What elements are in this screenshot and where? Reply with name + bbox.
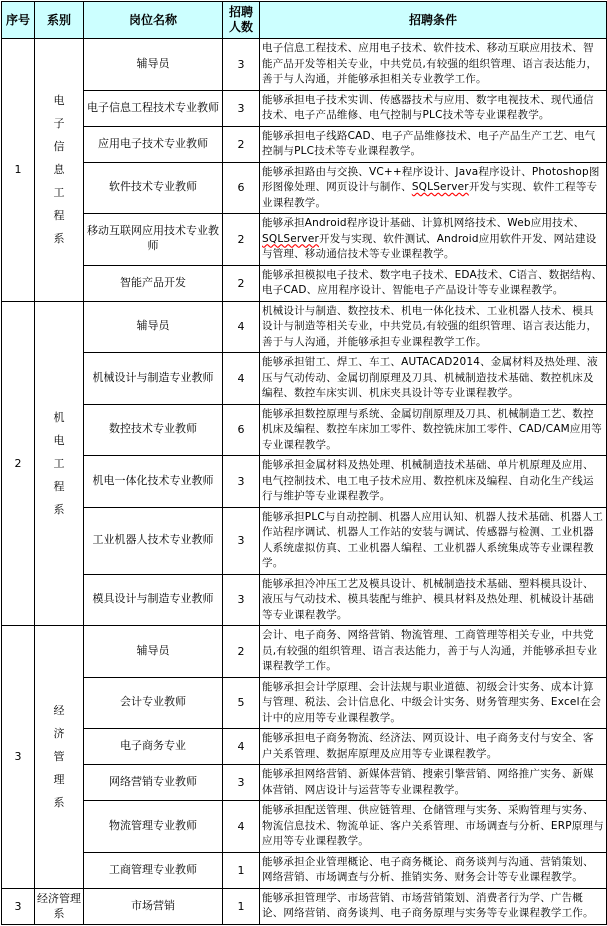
position-cell: 智能产品开发 [84,265,223,301]
position-cell: 电子信息工程技术专业教师 [84,90,223,126]
condition-cell: 能够承担PLC与自动控制、机器人应用认知、机器人技术基础、机器人工作站程序调试、机器人工作站的安装与调试、传感器与检测、工业机器人系统虚拟仿真、工业机器人编程、工业机器人系统集成等专业课程教学。 [260,507,607,574]
position-cell: 市场营销 [84,888,223,924]
condition-cell: 能够承担模拟电子技术、数字电子技术、EDA技术、C语言、数据结构、电子CAD、应用程序设计、智能电子产品设计等专业课程教学。 [260,265,607,301]
position-cell: 辅导员 [84,626,223,678]
table-row [2,39,607,91]
serial-cell: 3 [2,626,35,889]
count-cell: 1 [223,852,260,888]
department-label: 经济管理系 [53,704,65,810]
spellcheck-underline: SQLServer [262,232,320,245]
condition-cell: 电子信息工程技术、应用电子技术、软件技术、移动互联应用技术、智能产品开发等相关专业，中共党员,有较强的组织管理、语言表达能力，善于与人沟通，并能够承担相关专业教学工作。 [260,39,607,91]
recruitment-table [1,1,607,925]
table-row [2,507,607,574]
position-cell: 物流管理专业教师 [84,801,223,853]
condition-cell: 会计、电子商务、网络营销、物流管理、工商管理等相关专业，中共党员,有较强的组织管理、语言表达能力，善于与人沟通，并能够承担专业课程教学工作。 [260,626,607,678]
count-cell: 3 [223,90,260,126]
count-cell: 4 [223,729,260,765]
header-department: 系别 [35,2,84,39]
header-serial: 序号 [2,2,35,39]
count-cell: 6 [223,162,260,214]
position-cell: 辅导员 [84,39,223,91]
department-cell [35,301,84,626]
table-row [2,677,607,729]
department-cell [35,39,84,302]
condition-cell: 能够承担路由与交换、VC++程序设计、Java程序设计、Photoshop图形图像处理、网页设计与制作、SQLServer开发与实现、软件工程等专业课程教学。 [260,162,607,214]
table-body [2,39,607,925]
count-cell: 2 [223,626,260,678]
department-cell [35,888,84,924]
header-count: 招聘人数 [223,2,260,39]
table-row [2,126,607,162]
position-cell: 会计专业教师 [84,677,223,729]
table-row [2,265,607,301]
table-row [2,353,607,405]
count-cell: 4 [223,353,260,405]
position-cell: 工业机器人技术专业教师 [84,507,223,574]
table-row [2,626,607,678]
table-row [2,729,607,765]
count-cell: 2 [223,214,260,266]
position-cell: 工商管理专业教师 [84,852,223,888]
count-cell: 4 [223,301,260,353]
count-cell: 3 [223,39,260,91]
position-cell: 数控技术专业教师 [84,404,223,456]
department-cell [35,626,84,889]
position-cell: 应用电子技术专业教师 [84,126,223,162]
header-condition: 招聘条件 [260,2,607,39]
position-cell: 电子商务专业 [84,729,223,765]
count-cell: 2 [223,265,260,301]
department-label: 机电工程系 [53,410,65,516]
condition-cell: 能够承担钳工、焊工、车工、AUTACAD2014、金属材料及热处理、液压与气动传动、金属切削原理及刀具、机械制造技术基础、数控机床及编程、数控车床实训、机床夹具设计等专业课程教学。 [260,353,607,405]
table-row [2,456,607,508]
condition-cell: 能够承担电子商务物流、经济法、网页设计、电子商务支付与安全、客户关系管理、数据库原理及应用等专业课程教学。 [260,729,607,765]
count-cell: 5 [223,677,260,729]
condition-cell: 能够承担配送管理、供应链管理、仓储管理与实务、采购管理与实务、物流信息技术、物流单证、客户关系管理、市场调查与分析、ERP原理与应用等专业课程教学。 [260,801,607,853]
table-row [2,574,607,626]
count-cell: 3 [223,456,260,508]
serial-cell: 3 [2,888,35,924]
position-cell: 机电一体化技术专业教师 [84,456,223,508]
count-cell: 3 [223,574,260,626]
table-row [2,801,607,853]
header-row [2,2,607,39]
condition-cell: 能够承担管理学、市场营销、市场营销策划、消费者行为学、广告概论、网络营销、商务谈判、电子商务原理与实务等专业课程教学工作。 [260,888,607,924]
table-row [2,765,607,801]
table-row [2,162,607,214]
spellcheck-underline: SQLServer [411,181,469,193]
table-row [2,301,607,353]
condition-cell: 机械设计与制造、数控技术、机电一体化技术、工业机器人技术、模具设计与制造等相关专业，中共党员,有较强的组织管理、语言表达能力，善于与人沟通，并能够承担专业课程教学工作。 [260,301,607,353]
position-cell: 辅导员 [84,301,223,353]
count-cell: 3 [223,765,260,801]
condition-cell: 能够承担Android程序设计基础、计算机网络技术、Web应用技术、SQLServer开发与实现、软件测试、Android应用软件开发、网站建设与管理、移动通信技术等专业课程教学。 [260,214,607,266]
position-cell: 网络营销专业教师 [84,765,223,801]
condition-cell: 能够承担企业管理概论、电子商务概论、商务谈判与沟通、营销策划、网络营销、市场调查与分析、推销实务、财务会计等专业课程教学。 [260,852,607,888]
position-cell: 移动互联网应用技术专业教师 [84,214,223,266]
table-row [2,214,607,266]
position-cell: 机械设计与制造专业教师 [84,353,223,405]
count-cell: 4 [223,801,260,853]
count-cell: 3 [223,507,260,574]
condition-cell: 能够承担金属材料及热处理、机械制造技术基础、单片机原理及应用、电气控制技术、电工电子技术应用、数控机床及编程、自动化生产线运行与维护等专业课程教学。 [260,456,607,508]
condition-cell: 能够承担网络营销、新媒体营销、搜索引擎营销、网络推广实务、新媒体营销、网店设计与运营等专业课程教学。 [260,765,607,801]
table-row [2,404,607,456]
count-cell: 1 [223,888,260,924]
condition-cell: 能够承担冷冲压工艺及模具设计、机械制造技术基础、塑料模具设计、液压与气动技术、模具装配与维护、模具材料及热处理、机械设计基础等专业课程教学。 [260,574,607,626]
position-cell: 软件技术专业教师 [84,162,223,214]
table-row [2,888,607,924]
table-row [2,852,607,888]
department-label: 电子信息工程系 [53,93,65,246]
count-cell: 2 [223,126,260,162]
condition-cell: 能够承担电子线路CAD、电子产品维修技术、电子产品生产工艺、电气控制与PLC技术等专业课程教学。 [260,126,607,162]
header-position: 岗位名称 [84,2,223,39]
table-row [2,90,607,126]
condition-cell: 能够承担会计学原理、会计法规与职业道德、初级会计实务、成本计算与管理、税法、会计信息化、中级会计实务、财务管理实务、Excel在会计中的应用等专业课程教学。 [260,677,607,729]
serial-cell: 1 [2,39,35,302]
count-cell: 6 [223,404,260,456]
condition-cell: 能够承担数控原理与系统、金属切削原理及刀具、机械制造工艺、数控机床及编程、数控车床加工零件、数控铣床加工零件、CAD/CAM应用等专业课程教学。 [260,404,607,456]
serial-cell: 2 [2,301,35,626]
position-cell: 模具设计与制造专业教师 [84,574,223,626]
department-label: 经济管理系 [37,891,81,920]
condition-cell: 能够承担电子技术实训、传感器技术与应用、数字电视技术、现代通信技术、电子产品维修、电气控制与PLC技术等专业课程教学。 [260,90,607,126]
